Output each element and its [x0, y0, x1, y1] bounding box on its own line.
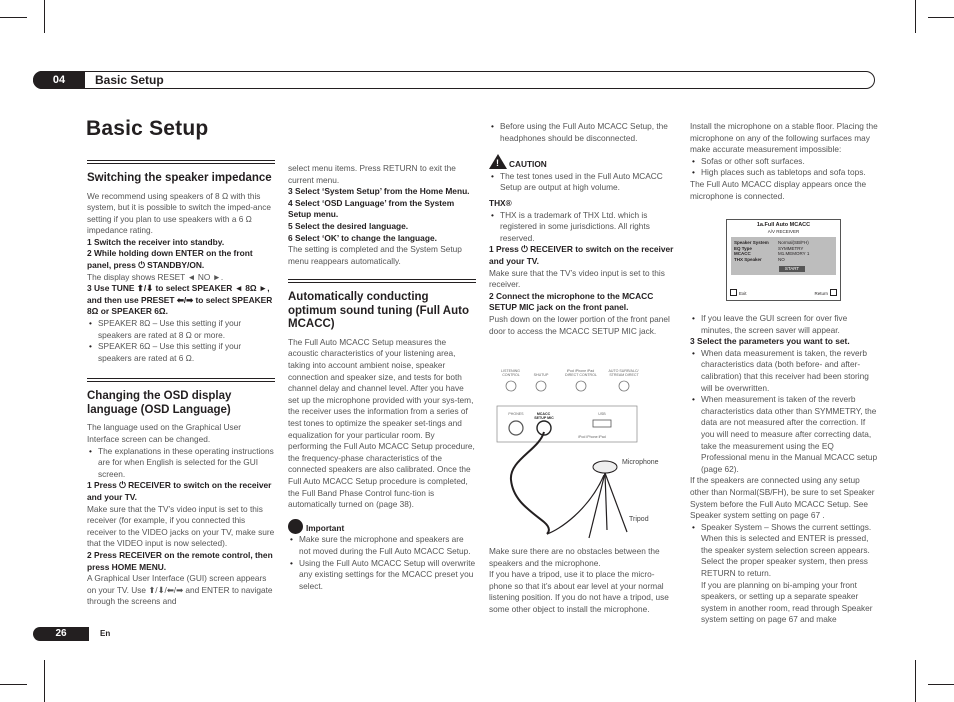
bullet-list: [690, 156, 878, 179]
microphone-cable: [547, 475, 604, 534]
diagram-label-microphone: Microphone: [622, 459, 659, 466]
crop-mark: [0, 17, 27, 18]
bullet-list: [690, 522, 878, 580]
phones-jack-icon: [509, 421, 523, 435]
microphone-connection-diagram: [489, 360, 679, 540]
column-2: [288, 163, 476, 592]
section-rule: [87, 378, 275, 382]
diagram-label-usb: USB: [598, 412, 606, 416]
step: 3 Use TUNE ⬆/⬇ to select SPEAKER ◄ 8Ω ►, and then use PRESET ⬅/➡ to select SPEAKER 8Ω or SPEAKER 6Ω.: [87, 283, 273, 317]
important-icon: [288, 519, 303, 534]
list-item: • Using the Full Auto MCACC Setup will overwrite any existing settings for the MCACC preset you select.: [299, 558, 476, 593]
bullet-list: [87, 318, 275, 364]
gui-return-label: Return: [814, 291, 828, 297]
diagram-label-ipod-direct: iPod iPhone iPad DIRECT CONTROL: [565, 369, 597, 377]
diagram-label-mcacc: MCACC SETUP MIC: [534, 412, 554, 420]
step: 4 Select ‘OSD Language’ from the System Setup menu.: [288, 197, 455, 220]
crop-mark: [928, 684, 954, 685]
full-auto-mcacc-screen: [726, 219, 841, 301]
list-item: • Sofas or other soft surfaces.: [701, 156, 878, 168]
section-title: Switching the speaker impedance: [87, 172, 272, 184]
tripod-leg: [605, 473, 627, 532]
paragraph: If you have a tripod, use it to place the micro-phone so that it’s about ear level at your normal listening position. If you do not have a tripod, use some other object to install the microphone.: [489, 569, 669, 614]
paragraph: If you are planning on bi-amping your front speakers, or setting up a separate speaker system in another room, read through Speaker system setting on page 67 and make: [701, 579, 873, 625]
paragraph: Make sure that the TV’s video input is set to this receiver (for example, if you connected this receiver to the VIDEO jacks on your TV, make sure that the VIDEO input is now selected).: [87, 503, 275, 549]
list-item: • SPEAKER 8Ω – Use this setting if your speakers are rated at 8 Ω or more.: [98, 318, 275, 341]
gui-settings-panel: [731, 237, 836, 275]
step: 6 Select ‘OK’ to change the language.: [288, 232, 437, 243]
gui-subtitle: A/V RECEIVER: [767, 228, 800, 234]
button-icon: [619, 381, 629, 391]
bullet-list: [690, 313, 878, 336]
button-icon: [536, 381, 546, 391]
microphone-cable: [511, 432, 549, 534]
diagram-label-listening: LISTENING CONTROL: [501, 369, 521, 377]
paragraph: The Full Auto MCACC Setup measures the acoustic characteristics of your listening area, taking into account ambient noise, speaker connection and speaker size, and tests for both channel delay and channel level. After you have set up the microphone provided with your sys-tem, the receiver uses the information from a series of test tones to optimize the speaker set-tings and equalization for your particular room. By performing the Full Auto MCACC Setup procedure, the frequency-phase characteristics of the connected speakers are also calibrated. Once the Full Auto MCACC Setup procedure is completed, the Full Band Phase Control func-tion is automatically turned on (page 38).: [288, 336, 475, 510]
step: 5 Select the desired language.: [288, 220, 409, 231]
list-item: • THX is a trademark of THX Ltd. which is registered in some jurisdictions. All rights reserved.: [500, 210, 677, 245]
column-4-bottom: [690, 313, 878, 626]
column-1: [87, 160, 275, 608]
bullet-list: [489, 121, 677, 144]
crop-mark: [44, 0, 45, 33]
paragraph: The Full Auto MCACC display appears once the microphone is connected.: [690, 178, 867, 201]
bullet-list: [489, 210, 677, 245]
bullet-list: [87, 446, 275, 481]
gui-key: Speaker System: [734, 240, 769, 245]
paragraph: Push down on the lower portion of the front panel door to access the MCACC SETUP MIC jack.: [489, 313, 670, 336]
diagram-label-shutup: SHUTUP: [533, 373, 549, 377]
microphone-icon: [593, 461, 617, 473]
gui-value: SYMMETRY: [778, 245, 804, 251]
paragraph: The setting is completed and the System Setup menu reappears automatically.: [288, 244, 462, 266]
crop-mark: [915, 660, 916, 702]
gui-key: MCACC: [734, 251, 751, 257]
list-item: • Speaker System – Shows the current settings. When this is selected and ENTER is pressed, the speaker system selection screen appears. Select the proper speaker system, then press RETURN to return.: [701, 522, 878, 580]
list-item: • Before using the Full Auto MCACC Setup, the headphones should be disconnected.: [500, 121, 677, 144]
section-title: Changing the OSD display language (OSD Language): [87, 390, 232, 416]
tripod-leg: [589, 473, 605, 538]
button-icon: [576, 381, 586, 391]
crop-mark: [915, 0, 916, 33]
crop-mark: [44, 660, 45, 702]
chapter-number: 04: [33, 71, 85, 89]
list-item: • Make sure the microphone and speakers are not moved during the Full Auto MCACC Setup.: [299, 534, 476, 557]
list-item: • The test tones used in the Full Auto MCACC Setup are output at high volume.: [500, 171, 677, 194]
caution-heading: CAUTION: [509, 159, 547, 170]
page-title: Basic Setup: [86, 117, 209, 140]
paragraph: Install the microphone on a stable floor. Placing the microphone on any of the following surfaces may make accurate measurement impossible:: [690, 121, 878, 155]
gui-return[interactable]: [814, 289, 837, 297]
chapter-title: Basic Setup: [95, 73, 164, 87]
paragraph: If the speakers are connected using any setup other than Normal(SB/FH), be sure to set Speaker System before the Full Auto MCACC Setup. See Speaker system setting on page 67 .: [690, 475, 875, 521]
list-item: • When data measurement is taken, the reverb characteristics data (both before- and after-calibration) that this receiver had been storing will be overwritten.: [701, 348, 878, 394]
step: 2 Connect the microphone to the MCACC SETUP MIC jack on the front panel.: [489, 290, 654, 313]
paragraph: Make sure there are no obstacles between the speakers and the microphone.: [489, 546, 660, 568]
step: 2 While holding down ENTER on the front panel, press ⏻ STANDBY/ON.: [87, 248, 253, 271]
column-3: [489, 121, 677, 337]
step: 3 Select the parameters you want to set.: [690, 336, 850, 347]
column-3-bottom: [489, 546, 677, 616]
crop-mark: [928, 17, 954, 18]
paragraph: The display shows RESET ◄ NO ►.: [87, 271, 224, 282]
list-item: • SPEAKER 6Ω – Use this setting if your speakers are rated at 6 Ω.: [98, 341, 275, 364]
crop-mark: [0, 684, 27, 685]
gui-key: EQ Type: [734, 245, 752, 251]
important-heading: Important: [306, 522, 345, 533]
gui-title: 1a.Full Auto MCACC: [756, 222, 811, 228]
diagram-label-ipod: iPod iPhone iPad: [578, 435, 606, 439]
usb-port-icon: [593, 420, 611, 427]
gui-key: THX Speaker: [734, 256, 762, 262]
list-item: • The explanations in these operating instructions are for when English is selected for the GUI screen.: [98, 446, 275, 481]
gui-start-button[interactable]: START: [779, 266, 805, 272]
section-rule: [288, 279, 476, 283]
step: 1 Press ⏻ RECEIVER to switch on the receiver and your TV.: [489, 244, 674, 266]
paragraph: We recommend using speakers of 8 Ω with this system, but it is possible to switch the imped-ance setting if you plan to use speakers with a 6 Ω impedance rating.: [87, 190, 271, 236]
gui-exit[interactable]: [730, 289, 747, 297]
bullet-list: [690, 348, 878, 476]
caution-icon: !: [489, 154, 507, 169]
list-item: • If you leave the GUI screen for over five minutes, the screen saver will appear.: [701, 313, 878, 336]
paragraph: Make sure that the TV’s video input is set to this receiver.: [489, 267, 665, 290]
section-title: Automatically conducting optimum sound tuning (Full Auto MCACC): [288, 291, 469, 331]
gui-value: Normal(SB/FH): [778, 240, 809, 245]
step: 1 Press ⏻ RECEIVER to switch on the receiver and your TV.: [87, 480, 272, 502]
paragraph: A Graphical User Interface (GUI) screen appears on your TV. Use ⬆/⬇/⬅/➡ and ENTER to navigate through the screens and: [87, 573, 273, 607]
language-code: En: [100, 629, 111, 638]
step: 1 Switch the receiver into standby.: [87, 236, 225, 247]
diagram-label-tripod: Tripod: [629, 516, 649, 523]
step: 3 Select ‘System Setup’ from the Home Menu.: [288, 186, 470, 197]
bullet-list: [489, 171, 677, 194]
diagram-label-phones: PHONES: [508, 412, 524, 416]
thx-heading: THX®: [489, 197, 512, 208]
list-item: • High places such as tabletops and sofa tops.: [701, 167, 878, 179]
gui-value: M1.MEMORY 1: [778, 251, 810, 257]
list-item: • When measurement is taken of the reverb characteristics data other than SYMMETRY, the data are not measured after the correction. If you will need to measure after correcting data, take the measurement using the EQ Professional menu in the Manual MCACC setup (page 62).: [701, 394, 878, 475]
tripod-leg: [605, 473, 607, 530]
page-number: 26: [33, 627, 89, 641]
section-rule: [87, 160, 275, 164]
gui-exit-label: Exit: [739, 291, 747, 297]
button-icon: [506, 381, 516, 391]
paragraph: The language used on the Graphical User Interface screen can be changed.: [87, 422, 242, 444]
bullet-list: [288, 534, 476, 592]
diagram-label-auto-surr: AUTO SURR/ALC/ STREAM DIRECT: [608, 369, 640, 377]
column-4: [690, 121, 878, 202]
step: 2 Press RECEIVER on the remote control, then press HOME MENU.: [87, 549, 273, 572]
paragraph: select menu items. Press RETURN to exit the current menu.: [288, 163, 456, 185]
gui-value: NO: [778, 256, 785, 262]
